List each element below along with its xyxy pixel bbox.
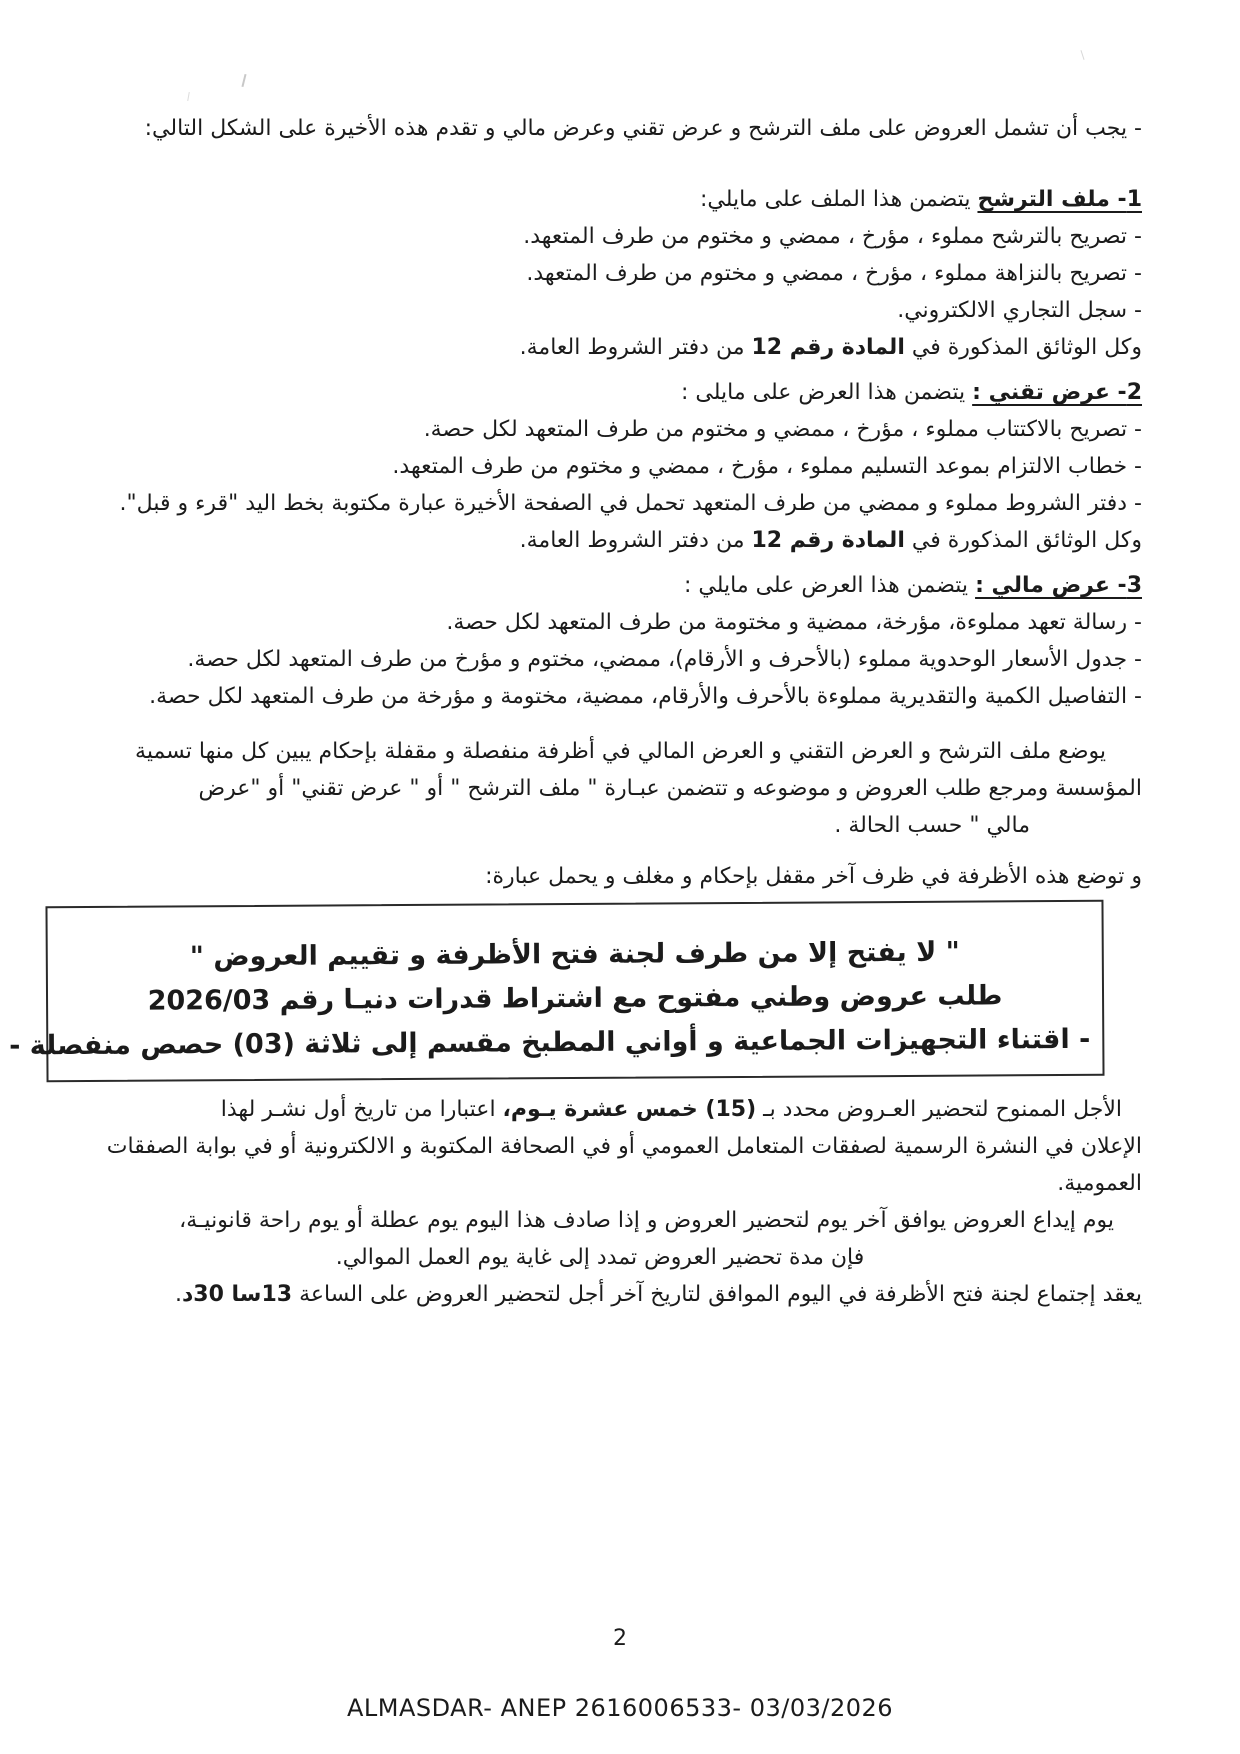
section-3-title: 3- عرض مالي : xyxy=(975,573,1142,598)
deposit-day-line-1: يوم إيداع العروض يوافق آخر يوم لتحضير العروض و إذا صادف هذا اليوم يوم عطلة أو يوم راحة قانونيـة، xyxy=(179,1208,1114,1233)
envelopes-paragraph-line-2: المؤسسة ومرجع طلب العروض و موضوعه و تتضمن عبـارة " ملف الترشح " أو " عرض تقني" أو "عرض xyxy=(198,776,1142,801)
deadline-duration: (15) خمس عشرة يـوم، xyxy=(502,1097,757,1122)
notice-tender-reference-line: طلب عروض وطني مفتوح مع اشتراط قدرات دنيـا رقم 2026/03 xyxy=(147,980,1003,1017)
notice-do-not-open-line: " لا يفتح إلا من طرف لجنة فتح الأظرفة و تقييم العروض " xyxy=(189,936,960,973)
section-1-heading xyxy=(58,181,1142,218)
section-1-heading-rest: يتضمن هذا الملف على مايلي: xyxy=(699,187,978,212)
footer-publication-line: ALMASDAR- ANEP 2616006533- 03/03/2026 xyxy=(346,1694,894,1722)
section-3-item-1: - رسالة تعهد مملوءة، مؤرخة، ممضية و مختومة من طرف المتعهد لكل حصة. xyxy=(446,610,1142,635)
section-1-item-1: - تصريح بالترشح مملوء ، مؤرخ ، ممضي و مختوم من طرف المتعهد. xyxy=(523,224,1142,249)
section-2-item-2: - خطاب الالتزام بموعد التسليم مملوء ، مؤرخ ، ممضي و مختوم من طرف المتعهد. xyxy=(392,454,1142,479)
section-2-heading xyxy=(58,374,1142,411)
opening-pre: يعقد إجتماع لجنة فتح الأظرفة في اليوم الموافق لتاريخ آخر أجل لتحضير العروض على الساعة xyxy=(292,1282,1142,1307)
page-number: 2 xyxy=(613,1626,627,1651)
section-2-heading-rest: يتضمن هذا العرض على مايلى : xyxy=(681,380,973,405)
section-3-item-2: - جدول الأسعار الوحدوية مملوء (بالأحرف و الأرقام)، ممضي، مختوم و مؤرخ من طرف المتعهد لكل حصة. xyxy=(187,647,1142,672)
section-2-note xyxy=(58,522,1142,559)
notice-tender-subject-line: - اقتناء التجهيزات الجماعية و أواني المطبخ مقسم إلى ثلاثة (03) حصص منفصلة - xyxy=(9,1023,1091,1062)
section-2-item-3: - دفتر الشروط مملوء و ممضي من طرف المتعهد تحمل في الصفحة الأخيرة عبارة مكتوبة بخط اليد "قرء و قبل". xyxy=(119,491,1142,516)
section-3-item-3: - التفاصيل الكمية والتقديرية مملوءة بالأحرف والأرقام، ممضية، مختومة و مؤرخة من طرف المتعهد لكل حصة. xyxy=(149,684,1142,709)
section-2-note-pre: وكل الوثائق المذكورة في xyxy=(904,528,1142,553)
outer-envelope-line: و توضع هذه الأظرفة في ظرف آخر مقفل بإحكام و مغلف و يحمل عبارة: xyxy=(485,864,1142,889)
envelopes-paragraph-line-3: مالي " حسب الحالة . xyxy=(834,813,1030,838)
deadline-paragraph-line-3: العمومية. xyxy=(1057,1171,1142,1196)
deadline-paragraph-line-2: الإعلان في النشرة الرسمية لصفقات المتعامل العمومي أو في الصحافة المكتوبة و الالكترونية أو في بوابة الصفقات xyxy=(106,1134,1142,1159)
intro-line: - يجب أن تشمل العروض على ملف الترشح و عرض تقني وعرض مالي و تقدم هذه الأخيرة على الشكل التالي: xyxy=(144,116,1142,141)
section-1-note-post: من دفتر الشروط العامة. xyxy=(519,335,752,360)
section-1-note-article-ref: المادة رقم 12 xyxy=(751,335,905,360)
section-1-note xyxy=(58,329,1142,366)
deposit-day-line-2: فإن مدة تحضير العروض تمدد إلى غاية يوم العمل الموالي. xyxy=(335,1245,865,1270)
deadline-paragraph-line-1 xyxy=(58,1091,1142,1128)
opening-committee-line xyxy=(58,1276,1142,1313)
opening-time: 13سا 30د xyxy=(181,1282,293,1307)
section-3-heading-rest: يتضمن هذا العرض على مايلي : xyxy=(683,573,976,598)
deadline-post: اعتبارا من تاريخ أول نشـر لهذا xyxy=(220,1097,503,1122)
section-1-item-3: - سجل التجاري الالكتروني. xyxy=(897,298,1142,323)
envelope-notice-box xyxy=(9,900,1104,1082)
envelopes-paragraph-line-1: يوضع ملف الترشح و العرض التقني و العرض المالي في أظرفة منفصلة و مقفلة بإحكام يبين كل منها تسمية xyxy=(135,739,1106,764)
section-2-note-post: من دفتر الشروط العامة. xyxy=(519,528,752,553)
section-1-item-2: - تصريح بالنزاهة مملوء ، مؤرخ ، ممضي و مختوم من طرف المتعهد. xyxy=(526,261,1142,286)
deadline-pre: الأجل الممنوح لتحضير العـروض محدد بـ xyxy=(756,1097,1122,1122)
section-2-note-article-ref: المادة رقم 12 xyxy=(751,528,905,553)
section-1-title: 1- ملف الترشح xyxy=(977,187,1142,212)
section-2-title: 2- عرض تقني : xyxy=(972,380,1142,405)
section-2-item-1: - تصريح بالاكتتاب مملوء ، مؤرخ ، ممضي و مختوم من طرف المتعهد لكل حصة. xyxy=(423,417,1142,442)
opening-post: . xyxy=(174,1282,182,1307)
section-3-heading xyxy=(58,567,1142,604)
section-1-note-pre: وكل الوثائق المذكورة في xyxy=(904,335,1142,360)
